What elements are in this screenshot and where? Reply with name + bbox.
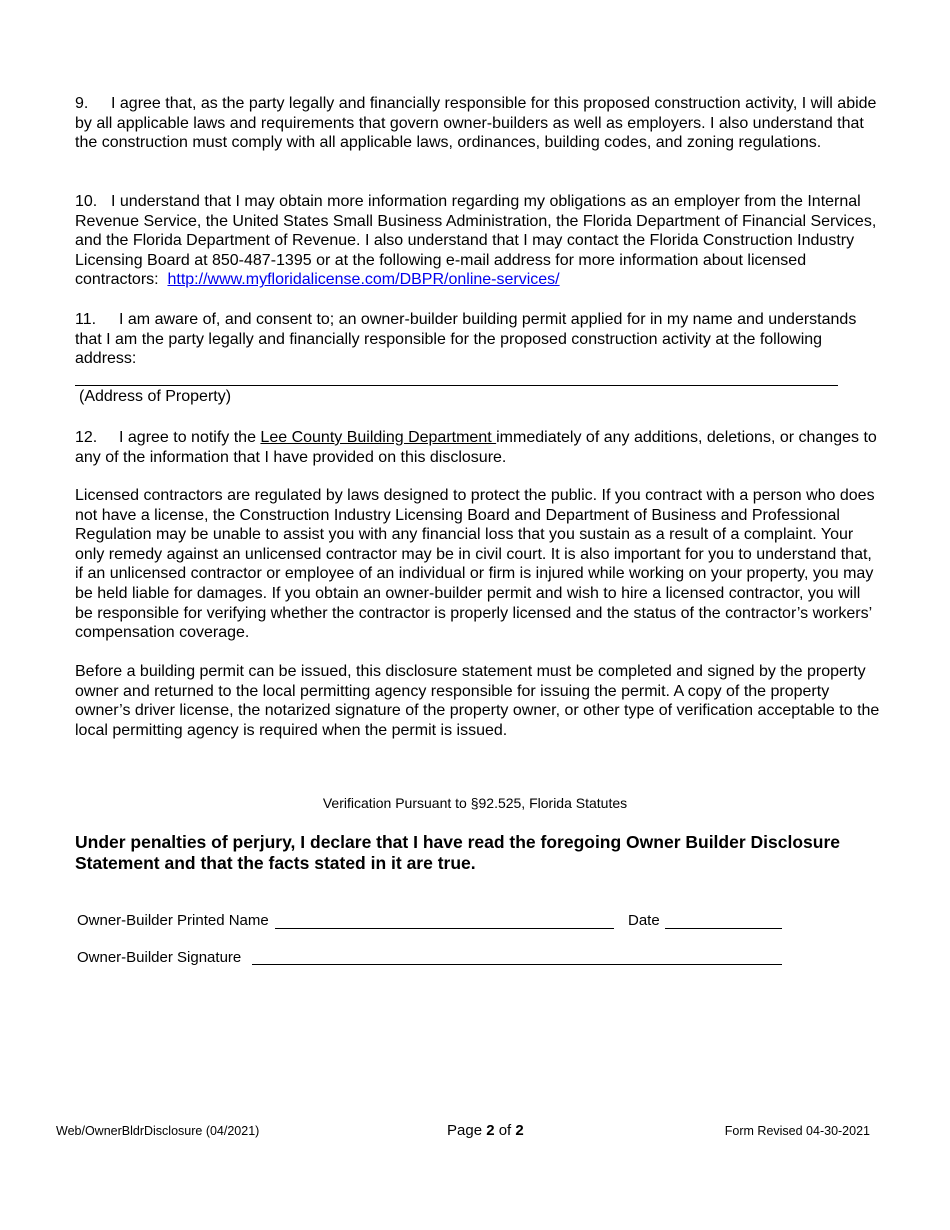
page-number bbox=[447, 1122, 524, 1139]
licensed-contractors-paragraph: Licensed contractors are regulated by laws designed to protect the public. If you contract with a person who does not have a license, the Construction Industry Licensing Board and Department of Business and Professional Regulation may be unable to assist you with any financial loss that you sustain as a result of a complaint. Your only remedy against an unlicensed contractor may be in civil court. It is also important for you to understand that, if an unlicensed contractor or employee of an individual or firm is injured while working on your property, you may be held liable for damages. If you obtain an owner-builder permit and wish to hire a licensed contractor, you will be responsible for verifying whether the contractor is properly licensed and the status of the contractor’s workers’ compensation coverage. bbox=[75, 487, 875, 642]
signature-field[interactable] bbox=[252, 964, 782, 965]
before-permit-paragraph: Before a building permit can be issued, this disclosure statement must be completed and signed by the property owner and returned to the local permitting agency responsible for issuing the permit. A copy of the property owner’s driver license, the notarized signature of the property owner, or other type of verification acceptable to the local permitting agency is required when the permit is issued. bbox=[75, 663, 880, 739]
perjury-declaration: Under penalties of perjury, I declare that I have read the foregoing Owner Builder Disclosure Statement and that the facts stated in it are true. bbox=[75, 832, 841, 873]
item-9-text: I agree that, as the party legally and financially responsible for this proposed construction activity, I will abide by all applicable laws and requirements that govern owner-builders as well as employers. I also understand that the construction must comply with all applicable laws, ordinances, building codes, and zoning regulations. bbox=[75, 95, 877, 152]
item-10-number: 10. bbox=[75, 193, 98, 210]
address-of-property-line[interactable] bbox=[75, 385, 838, 386]
dbpr-online-services-link[interactable]: http://www.myfloridalicense.com/DBPR/online-services/ bbox=[167, 271, 560, 289]
item-11-text: I am aware of, and consent to; an owner-builder building permit applied for in my name and understands that I am the party legally and financially responsible for the proposed construction activity at the following address: bbox=[75, 311, 857, 368]
verification-title: Verification Pursuant to §92.525, Florida Statutes bbox=[322, 795, 628, 811]
item-12-text-before: I agree to notify the bbox=[119, 429, 261, 446]
date-label: Date bbox=[628, 912, 660, 929]
page-current: 2 bbox=[486, 1122, 495, 1139]
footer-form-id: Web/OwnerBldrDisclosure (04/2021) bbox=[56, 1124, 260, 1138]
printed-name-label: Owner-Builder Printed Name bbox=[77, 912, 269, 929]
item-11 bbox=[75, 310, 880, 369]
item-12 bbox=[75, 428, 880, 467]
item-12-text-after: immediately of any additions, deletions, or changes to any of the information that I have provided on this disclosure. bbox=[75, 429, 877, 466]
lee-county-building-department: Lee County Building Department bbox=[260, 429, 497, 446]
page-of: of bbox=[494, 1122, 516, 1139]
item-12-number: 12. bbox=[75, 429, 98, 446]
footer-revision: Form Revised 04-30-2021 bbox=[724, 1124, 870, 1138]
page-prefix: Page bbox=[447, 1122, 487, 1139]
printed-name-field[interactable] bbox=[275, 928, 614, 929]
signature-label: Owner-Builder Signature bbox=[77, 949, 242, 966]
address-of-property-label: (Address of Property) bbox=[79, 388, 232, 405]
item-9-number: 9. bbox=[75, 95, 89, 112]
item-10 bbox=[75, 192, 880, 290]
item-9 bbox=[75, 94, 880, 153]
item-11-number: 11. bbox=[75, 311, 97, 328]
date-field[interactable] bbox=[665, 928, 782, 929]
item-10-text: I understand that I may obtain more information regarding my obligations as an employer from the Internal Revenue Service, the United States Small Business Administration, the Florida Department of Financial Services, and the Florida Department of Revenue. I also understand that I may contact the Florida Construction Industry Licensing Board at 850-487-1395 or at the following e-mail address for more information about licensed contractors: bbox=[75, 193, 877, 289]
page-total: 2 bbox=[515, 1122, 524, 1139]
